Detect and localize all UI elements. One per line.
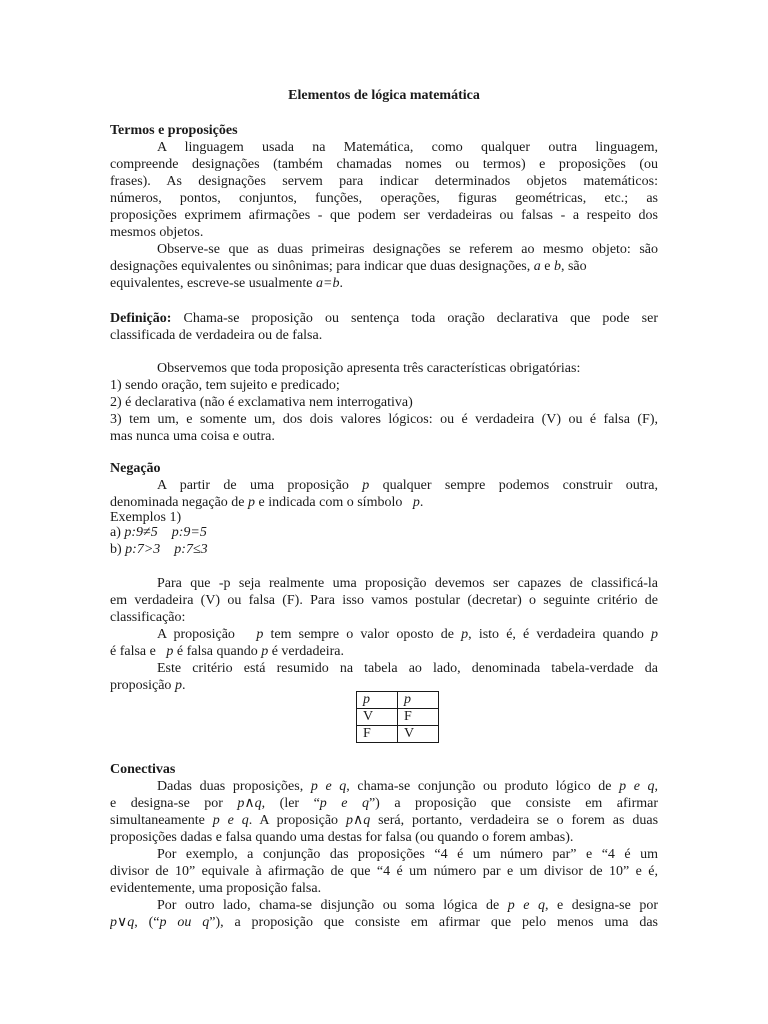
text-span: Chama-se proposição ou sentença toda oração declarativa que pode ser (183, 311, 658, 326)
table-row (357, 726, 439, 743)
text-span: , (“ (134, 915, 160, 930)
paragraph-line: Para que -p seja realmente uma proposição devemos ser capazes de classificá-la (157, 576, 658, 591)
text-span: , (ler “ (261, 796, 320, 811)
math-expression: p e q (507, 898, 545, 913)
text-span: . A proposição (248, 813, 339, 828)
text-span: é verdadeira. (271, 644, 345, 659)
text-span: ”) a proposição que consiste em afirmar (368, 796, 658, 811)
math-expression: p:9≠5 (124, 525, 158, 540)
paragraph-line: números, pontos, conjuntos, funções, operações, figuras geométricas, etc.; as (110, 191, 658, 206)
text-span: , (654, 779, 658, 794)
example-label: b) (110, 542, 122, 557)
text-span: , isto é, é verdadeira quando (468, 627, 644, 642)
math-expression: p e q (319, 796, 369, 811)
math-var-p: p (412, 495, 420, 510)
math-var-b: b (553, 259, 561, 274)
math-expression: p:7>3 (125, 542, 161, 557)
text-span: . (419, 495, 424, 510)
text-span: , e designa-se por (544, 898, 658, 913)
text-span: e (544, 259, 551, 274)
text-span: Por outro lado, chama-se disjunção ou soma lógica de (157, 898, 500, 913)
math-var-p: p (166, 644, 174, 659)
paragraph-line (110, 795, 658, 812)
paragraph-line (157, 626, 658, 643)
text-span: , chama-se conjunção ou produto lógico de (346, 779, 612, 794)
table-cell: V (398, 726, 439, 743)
text-span: Dadas duas proposições, (157, 779, 304, 794)
math-expression: p e q (310, 779, 347, 794)
paragraph-line (110, 643, 658, 660)
table-header-cell: p (357, 692, 398, 709)
paragraph-line (110, 812, 658, 829)
text-span: simultaneamente (110, 813, 205, 828)
paragraph-line: proposições exprimem afirmações - que podem ser verdadeiras ou falsas - a respeito dos (110, 208, 658, 223)
math-var-p: p (256, 627, 264, 642)
section-heading-termos: Termos e proposições (110, 123, 238, 138)
text-span: proposição (110, 678, 172, 693)
text-span: e designa-se por (110, 796, 223, 811)
text-span: tem sempre o valor oposto de (270, 627, 455, 642)
math-var-p: p (174, 678, 182, 693)
table-header-cell: p (398, 692, 439, 709)
definition-line (110, 310, 658, 327)
math-expression: p∧q (345, 813, 371, 828)
table-row (357, 709, 439, 726)
math-var-p: p (248, 495, 255, 510)
paragraph-line: frases). As designações servem para indicar determinados objetos matemáticos: (110, 174, 658, 189)
math-expression: p∨q (110, 915, 135, 930)
math-expression: p:9=5 (171, 525, 207, 540)
paragraph-line: Observe-se que as duas primeiras designações se referem ao mesmo objeto: são (157, 242, 658, 257)
paragraph-line: compreende designações (também chamadas nomes ou termos) e proposições (ou (110, 157, 658, 172)
paragraph-line (110, 914, 658, 931)
section-heading-conectivas: Conectivas (110, 762, 176, 777)
math-var-p: p (461, 627, 469, 642)
list-item: 2) é declarativa (não é exclamativa nem interrogativa) (110, 395, 413, 410)
paragraph-line: mesmos objetos. (110, 225, 204, 240)
example-label: a) (110, 525, 121, 540)
math-expression: p∧q (237, 796, 262, 811)
paragraph-line: divisor de 10” equivale à afirmação de que “4 é um número par e um divisor de 10” e é, (110, 864, 658, 879)
math-expression: p e q (212, 813, 249, 828)
definition-line: classificada de verdadeira ou de falsa. (110, 328, 323, 343)
list-item: mas nunca uma coisa e outra. (110, 429, 275, 444)
paragraph-line (110, 258, 658, 275)
list-item: 3) tem um, e somente um, dos dois valores lógicos: ou é verdadeira (V) ou é falsa (F), (110, 412, 658, 427)
paragraph-line (157, 477, 658, 494)
text-span: A partir de uma proposição (157, 478, 349, 493)
text-span: é falsa quando (176, 644, 258, 659)
text-span: , são (560, 259, 587, 274)
text-span: denominada negação de (110, 495, 245, 510)
paragraph-line: evidentemente, uma proposição falsa. (110, 881, 322, 896)
paragraph-line (157, 778, 658, 795)
paragraph-line: Este critério está resumido na tabela ao lado, denominada tabela-verdade da (157, 661, 658, 676)
examples-label: Exemplos 1) (110, 510, 182, 525)
math-expression: p e q (619, 779, 655, 794)
text-span: e indicada com o símbolo (258, 495, 403, 510)
math-expression: p:7≤3 (174, 542, 208, 557)
math-var-a: a (533, 259, 541, 274)
document-title: Elementos de lógica matemática (288, 88, 480, 103)
paragraph-line: em verdadeira (V) ou falsa (F). Para isso vamos postular (decretar) o seguinte critério de (110, 593, 658, 608)
example-b (110, 541, 658, 558)
truth-table (356, 691, 439, 743)
definition-label: Definição: (110, 311, 172, 326)
text-span: ”), a proposição que consiste em afirmar que pelo menos uma das (209, 915, 658, 930)
paragraph-line: Observemos que toda proposição apresenta três características obrigatórias: (157, 361, 581, 376)
text-span: equivalentes, escreve-se usualmente (110, 276, 313, 291)
table-cell: F (357, 726, 398, 743)
table-cell: V (357, 709, 398, 726)
text-span: . (339, 276, 343, 291)
paragraph-line: A linguagem usada na Matemática, como qualquer outra linguagem, (157, 140, 658, 155)
math-var-p: p (362, 478, 370, 493)
text-span: . (181, 678, 186, 693)
text-span: A proposição (157, 627, 235, 642)
example-a (110, 524, 658, 541)
text-span: qualquer sempre podemos construir outra, (382, 478, 658, 493)
paragraph-line (110, 275, 658, 292)
math-var-p: p (651, 627, 658, 642)
paragraph-line: classificação: (110, 610, 186, 625)
math-var-p: p (261, 644, 269, 659)
table-header-row (357, 692, 439, 709)
paragraph-line: proposições dadas e falsa quando uma destas for falsa (ou quando o forem ambas). (110, 830, 574, 845)
text-span: será, portanto, verdadeira se o forem as duas (378, 813, 658, 828)
math-equation: a=b (316, 276, 340, 291)
table-cell: F (398, 709, 439, 726)
paragraph-line: Por exemplo, a conjunção das proposições “4 é um número par” e “4 é um (157, 847, 658, 862)
section-heading-negacao: Negação (110, 461, 161, 476)
math-expression: p ou q (159, 915, 210, 930)
text-span: designações equivalentes ou sinônimas; para indicar que duas designações, (110, 259, 531, 274)
text-span: é falsa e (110, 644, 156, 659)
list-item: 1) sendo oração, tem sujeito e predicado; (110, 378, 340, 393)
paragraph-line (157, 897, 658, 914)
